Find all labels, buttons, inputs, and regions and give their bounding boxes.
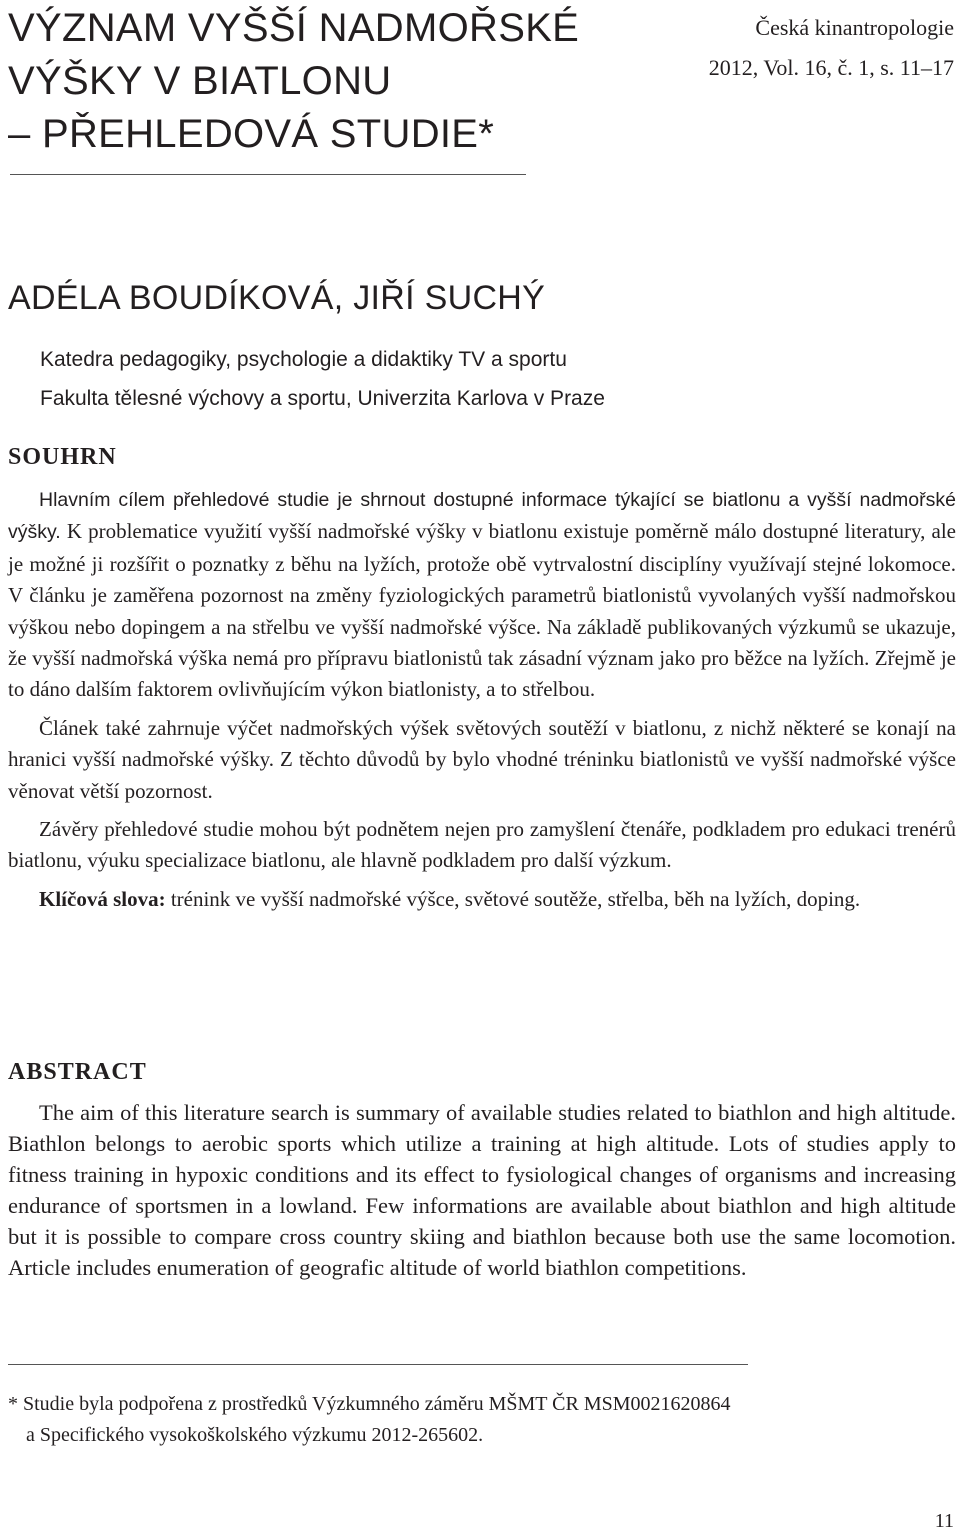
souhrn-lead: Hlavním cílem přehledové studie je shrnout dostupné informace týkající se biatlonu a vyšší nadmořské výšky. (8, 489, 956, 544)
affiliation-line-1: Katedra pedagogiky, psychologie a didaktiky TV a sportu (40, 348, 567, 371)
souhrn-heading: SOUHRN (8, 444, 117, 470)
article-title (8, 2, 648, 161)
journal-citation: 2012, Vol. 16, č. 1, s. 11–17 (708, 55, 954, 80)
souhrn-body (8, 484, 956, 922)
footnote-line-1: * Studie byla podpořena z prostředků Výzkumného záměru MŠMT ČR MSM0021620864 (8, 1393, 731, 1415)
keywords (8, 884, 956, 915)
abstract-heading: ABSTRACT (8, 1059, 147, 1085)
abstract-paragraph: The aim of this literature search is summary of available studies related to biathlon and high altitude. Biathlon belongs to aerobic sports which utilize a training at high altitude. Lots of studies apply to fitness training in hypoxic conditions and its effect to fysiological changes of organisms and increasing endurance of sportsmen in a lowland. Few informations are available about biathlon and high altitude but it is possible to compare cross country skiing and biathlon because both use the same locomotion. Article includes enumeration of geografic altitude of world biathlon competitions. (8, 1100, 956, 1280)
footnote (8, 1389, 958, 1451)
journal-info (709, 8, 954, 88)
page-number: 11 (934, 1510, 954, 1532)
keywords-label: Klíčová slova: (39, 886, 166, 911)
journal-name: Česká kinantropologie (755, 15, 954, 40)
title-divider (10, 174, 526, 175)
authors: ADÉLA BOUDÍKOVÁ, JIŘÍ SUCHÝ (8, 279, 546, 317)
souhrn-paragraph-2: Článek také zahrnuje výčet nadmořských výšek světových soutěží v biatlonu, z nichž některé se konají na hranici vyšší nadmořské výšky. Z těchto důvodů by bylo vhodné tréninku biatlonistů ve vyšší nadmořské výšce věnovat větší pozornost. (8, 715, 956, 803)
souhrn-paragraph-1 (8, 484, 956, 706)
keywords-text: trénink ve vyšší nadmořské výšce, světové soutěže, střelba, běh na lyžích, doping. (165, 886, 861, 911)
affiliation (40, 340, 605, 418)
title-line-1: VÝZNAM VYŠŠÍ NADMOŘSKÉ (8, 6, 580, 50)
affiliation-line-2: Fakulta tělesné výchovy a sportu, Univerzita Karlova v Praze (40, 387, 605, 410)
footnote-line-2: a Specifického vysokoškolského výzkumu 2012-265602. (26, 1424, 484, 1446)
title-line-2: VÝŠKY V BIATLONU (8, 59, 392, 103)
abstract-body (8, 1097, 956, 1290)
souhrn-paragraph-1-rest: K problematice využití vyšší nadmořské výšky v biatlonu existuje poměrně málo dostupné literatury, ale je možné ji rozšířit o poznatky z běhu na lyžích, protože obě vytrvalostní disciplíny využívají stejné lokomoce. V článku je zaměřena pozornost na změny fyziologických parametrů biatlonistů vyvolaných vyšší nadmořskou výškou nebo dopingem a na střelbu ve vyšší nadmořské výšce. Na základě publikovaných výzkumů se ukazuje, že vyšší nadmořská výška nemá pro přípravu biatlonistů tak zásadní význam jako pro běžce na lyžích. Zřejmě je to dáno dalším faktorem ovlivňujícím výkon biatlonisty, a to střelbou. (8, 519, 956, 702)
title-line-3: – PŘEHLEDOVÁ STUDIE* (8, 112, 495, 156)
souhrn-paragraph-3: Závěry přehledové studie mohou být podnětem nejen pro zamyšlení čtenáře, podkladem pro edukaci trenérů biatlonu, výuku specializace biatlonu, ale hlavně podkladem pro další výzkum. (8, 817, 956, 873)
footnote-divider (8, 1364, 748, 1365)
